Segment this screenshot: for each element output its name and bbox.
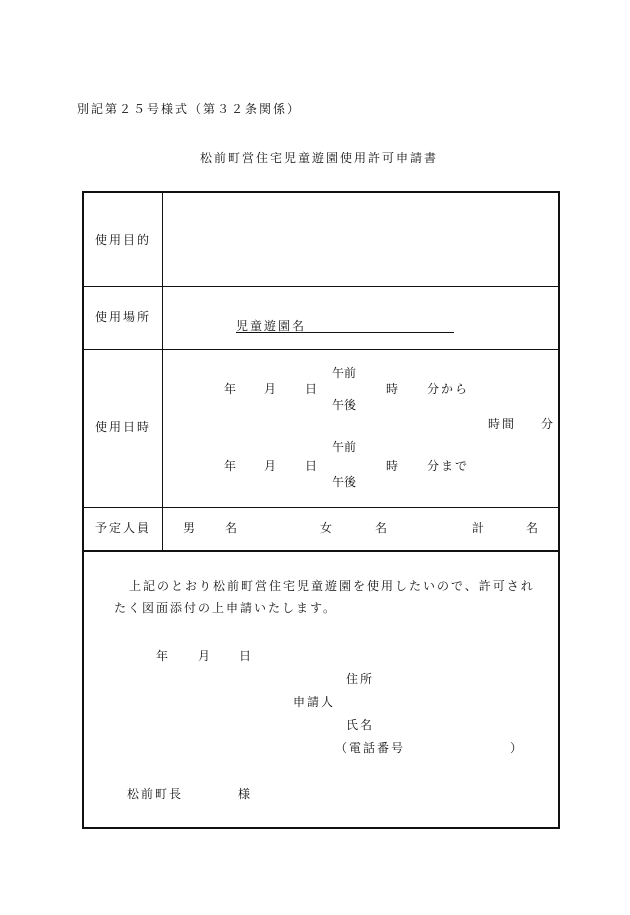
declaration-line-2: たく図面添付の上申請いたします。 (114, 601, 338, 615)
male-unit: 名 (225, 521, 238, 535)
purpose-field[interactable] (162, 193, 558, 285)
duration-minutes-label: 分 (541, 417, 554, 431)
end-day-label: 日 (305, 459, 318, 473)
park-name-field[interactable] (236, 318, 454, 333)
end-month-label: 月 (264, 459, 277, 473)
start-pm-label: 午後 (332, 398, 357, 412)
row-divider (84, 286, 558, 287)
application-month-label: 月 (198, 649, 211, 663)
duration-hours-label: 時間 (488, 417, 517, 431)
place-label: 使用場所 (95, 310, 152, 324)
honorific-label: 様 (238, 787, 251, 801)
start-year-label: 年 (224, 382, 237, 396)
applicant-label: 申請人 (293, 695, 336, 709)
name-label: 氏名 (346, 718, 375, 732)
application-form (82, 191, 560, 829)
row-divider (84, 349, 558, 350)
park-name-label: 児童遊園名 (236, 319, 307, 333)
people-label: 予定人員 (95, 521, 152, 535)
datetime-label: 使用日時 (95, 420, 152, 434)
start-hour-label: 時 (386, 382, 399, 396)
declaration-line-1: 上記のとおり松前町営住宅児童遊園を使用したいので、許可され (129, 579, 535, 593)
addressee-label: 松前町長 (127, 787, 184, 801)
female-label: 女 (320, 521, 333, 535)
end-am-label: 午前 (332, 440, 357, 454)
total-label: 計 (472, 521, 485, 535)
start-month-label: 月 (264, 382, 277, 396)
start-day-label: 日 (305, 382, 318, 396)
female-unit: 名 (375, 521, 388, 535)
phone-close: ） (510, 741, 523, 755)
male-label: 男 (183, 521, 196, 535)
page-title: 松前町営住宅児童遊園使用許可申請書 (200, 151, 439, 165)
row-divider (84, 550, 558, 552)
purpose-label: 使用目的 (95, 233, 152, 247)
end-year-label: 年 (224, 459, 237, 473)
end-hour-label: 時 (386, 459, 399, 473)
application-day-label: 日 (239, 649, 252, 663)
end-minute-suffix: 分まで (427, 459, 470, 473)
row-divider (84, 507, 558, 508)
start-minute-suffix: 分から (427, 382, 470, 396)
application-year-label: 年 (156, 649, 169, 663)
address-label: 住所 (346, 672, 375, 686)
total-unit: 名 (526, 521, 539, 535)
start-am-label: 午前 (332, 366, 357, 380)
end-pm-label: 午後 (332, 475, 357, 489)
phone-label: （電話番号 (335, 741, 406, 755)
form-number: 別記第２５号様式（第３２条関係） (77, 102, 302, 116)
